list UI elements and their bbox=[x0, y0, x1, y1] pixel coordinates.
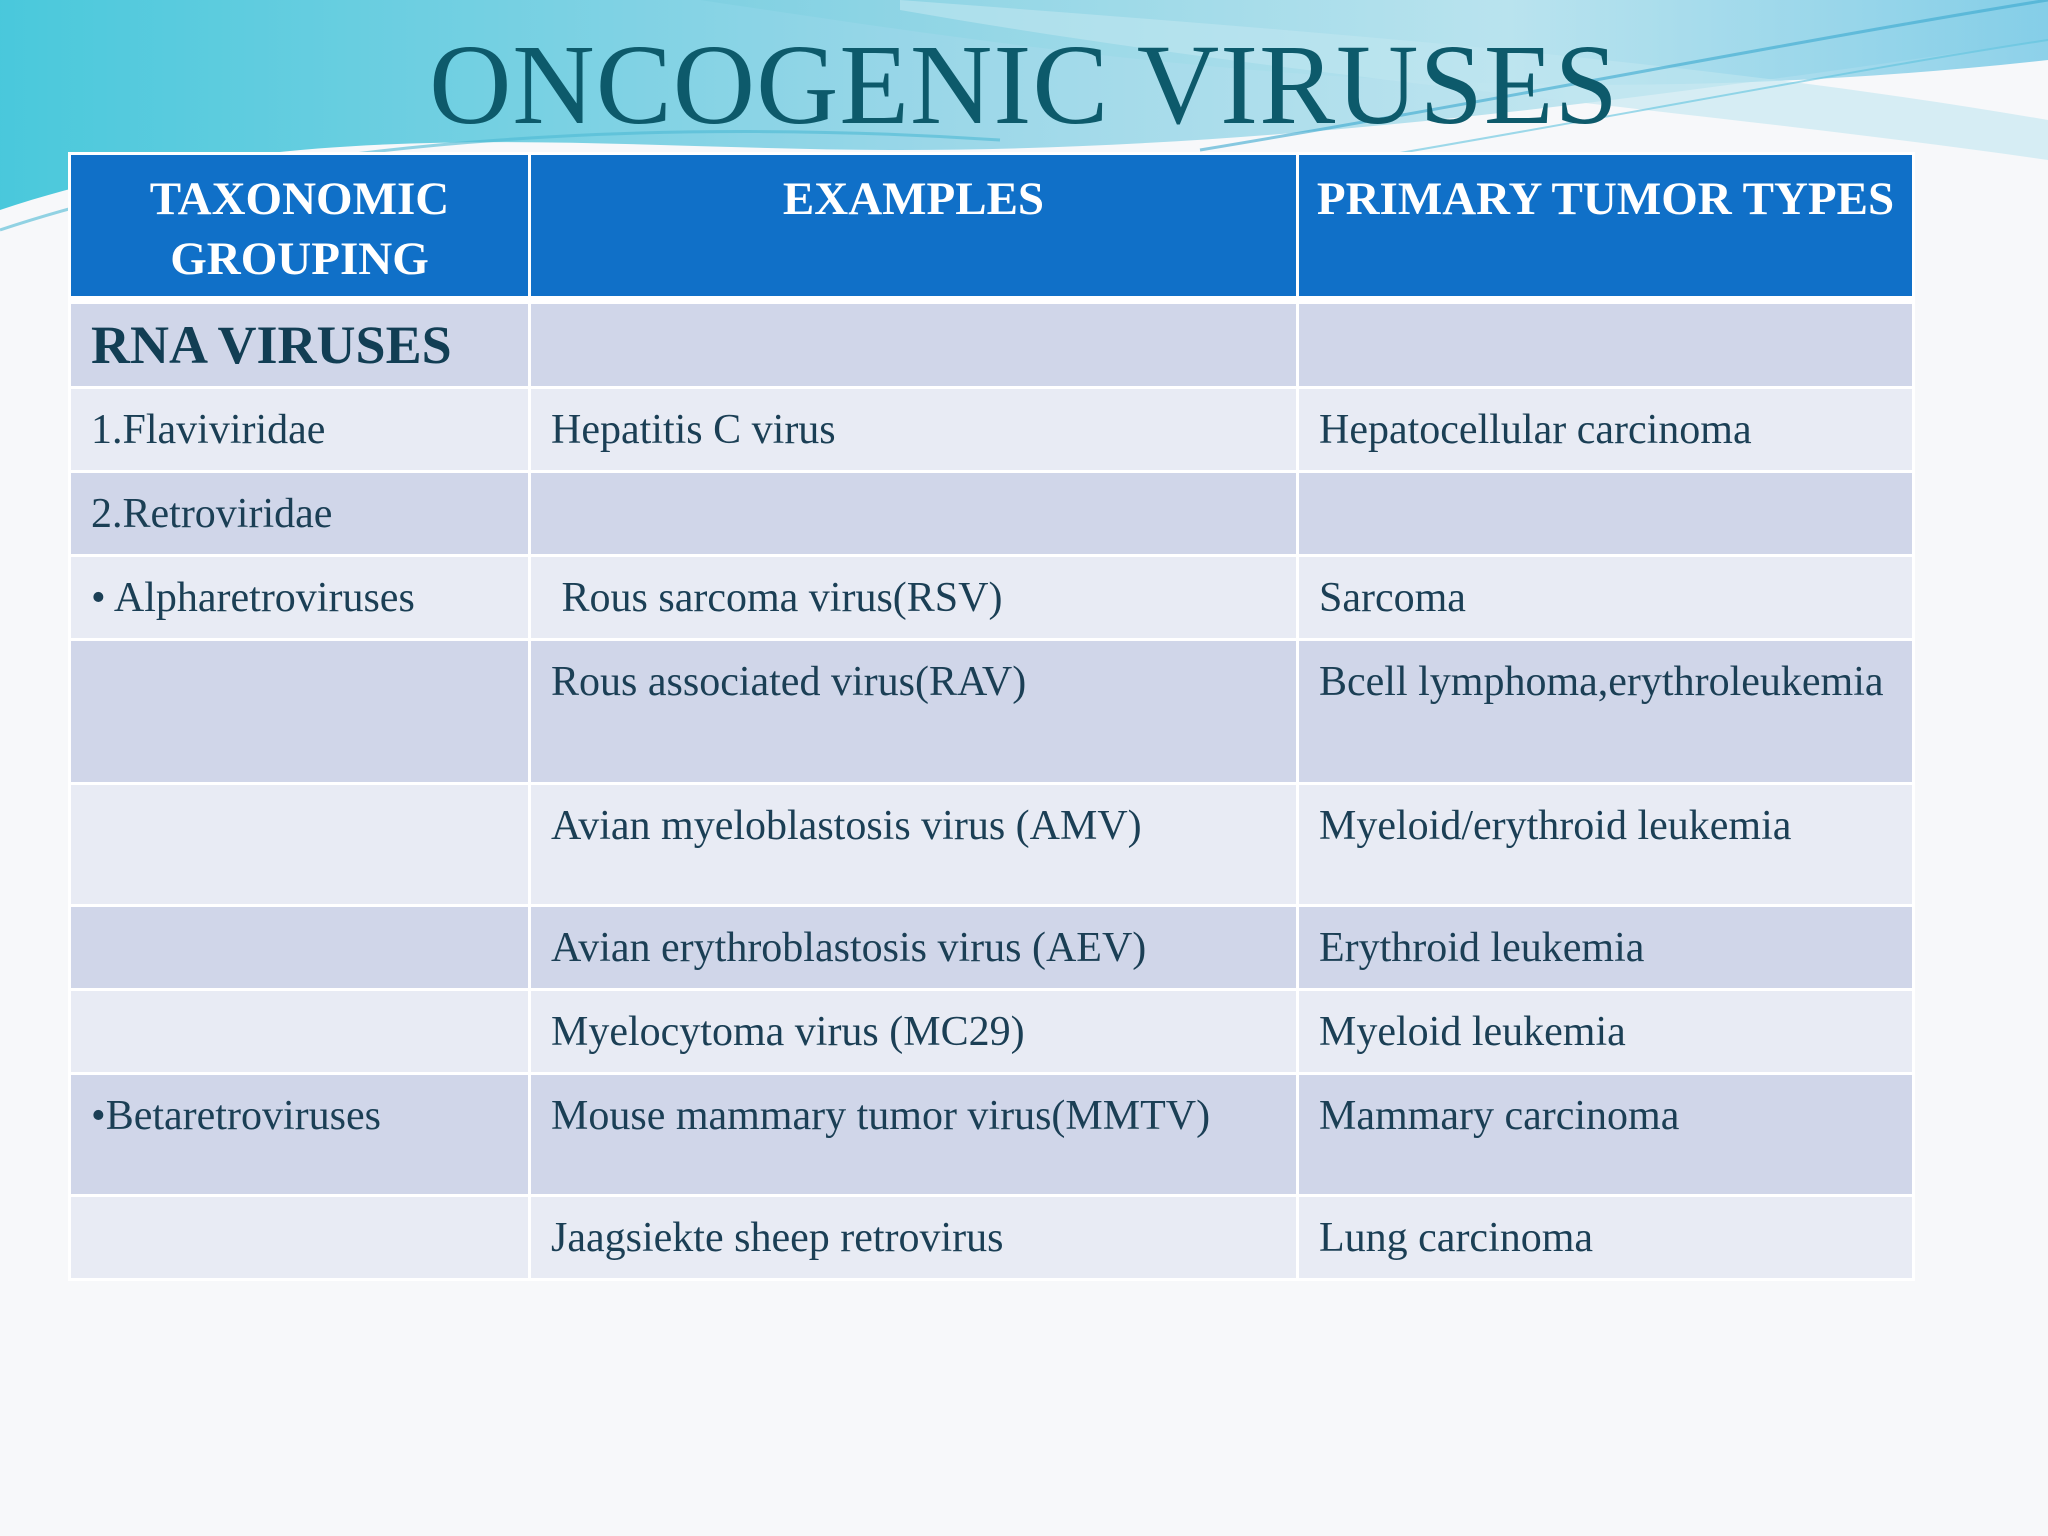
tumor-cell: Sarcoma bbox=[1298, 556, 1914, 640]
tumor-cell: Erythroid leukemia bbox=[1298, 906, 1914, 990]
header-taxonomic-grouping: TAXONOMIC GROUPING bbox=[70, 154, 530, 300]
group-cell bbox=[70, 640, 530, 784]
example-cell: Avian myeloblastosis virus (AMV) bbox=[530, 784, 1298, 906]
table-row bbox=[70, 1196, 1914, 1280]
group-cell bbox=[70, 990, 530, 1074]
example-cell: Rous sarcoma virus(RSV) bbox=[530, 556, 1298, 640]
table-row bbox=[70, 990, 1914, 1074]
example-cell: Hepatitis C virus bbox=[530, 388, 1298, 472]
table-row bbox=[70, 906, 1914, 990]
table-row bbox=[70, 556, 1914, 640]
tumor-cell: Lung carcinoma bbox=[1298, 1196, 1914, 1280]
tumor-cell: Hepatocellular carcinoma bbox=[1298, 388, 1914, 472]
header-examples: EXAMPLES bbox=[530, 154, 1298, 300]
group-cell: 1.Flaviviridae bbox=[70, 388, 530, 472]
table-container bbox=[68, 152, 1912, 1281]
table-row bbox=[70, 784, 1914, 906]
tumor-cell: Myeloid leukemia bbox=[1298, 990, 1914, 1074]
tumor-cell: Bcell lymphoma,erythroleukemia bbox=[1298, 640, 1914, 784]
group-cell bbox=[70, 906, 530, 990]
group-cell bbox=[70, 784, 530, 906]
table-row bbox=[70, 640, 1914, 784]
header-primary-tumor-types: PRIMARY TUMOR TYPES bbox=[1298, 154, 1914, 300]
example-cell bbox=[530, 472, 1298, 556]
example-cell bbox=[530, 300, 1298, 388]
group-cell: RNA VIRUSES bbox=[70, 300, 530, 388]
slide-title: ONCOGENIC VIRUSES bbox=[429, 21, 1619, 148]
group-cell: •Betaretroviruses bbox=[70, 1074, 530, 1196]
oncogenic-virus-table bbox=[68, 152, 1915, 1281]
tumor-cell: Myeloid/erythroid leukemia bbox=[1298, 784, 1914, 906]
tumor-cell bbox=[1298, 300, 1914, 388]
table-row bbox=[70, 388, 1914, 472]
example-cell: Jaagsiekte sheep retrovirus bbox=[530, 1196, 1298, 1280]
example-cell: Avian erythroblastosis virus (AEV) bbox=[530, 906, 1298, 990]
table-row bbox=[70, 472, 1914, 556]
group-cell: • Alpharetroviruses bbox=[70, 556, 530, 640]
tumor-cell bbox=[1298, 472, 1914, 556]
group-cell bbox=[70, 1196, 530, 1280]
tumor-cell: Mammary carcinoma bbox=[1298, 1074, 1914, 1196]
example-cell: Mouse mammary tumor virus(MMTV) bbox=[530, 1074, 1298, 1196]
example-cell: Rous associated virus(RAV) bbox=[530, 640, 1298, 784]
group-cell: 2.Retroviridae bbox=[70, 472, 530, 556]
table-row bbox=[70, 300, 1914, 388]
table-row bbox=[70, 1074, 1914, 1196]
table-header-row bbox=[70, 154, 1914, 300]
example-cell: Myelocytoma virus (MC29) bbox=[530, 990, 1298, 1074]
